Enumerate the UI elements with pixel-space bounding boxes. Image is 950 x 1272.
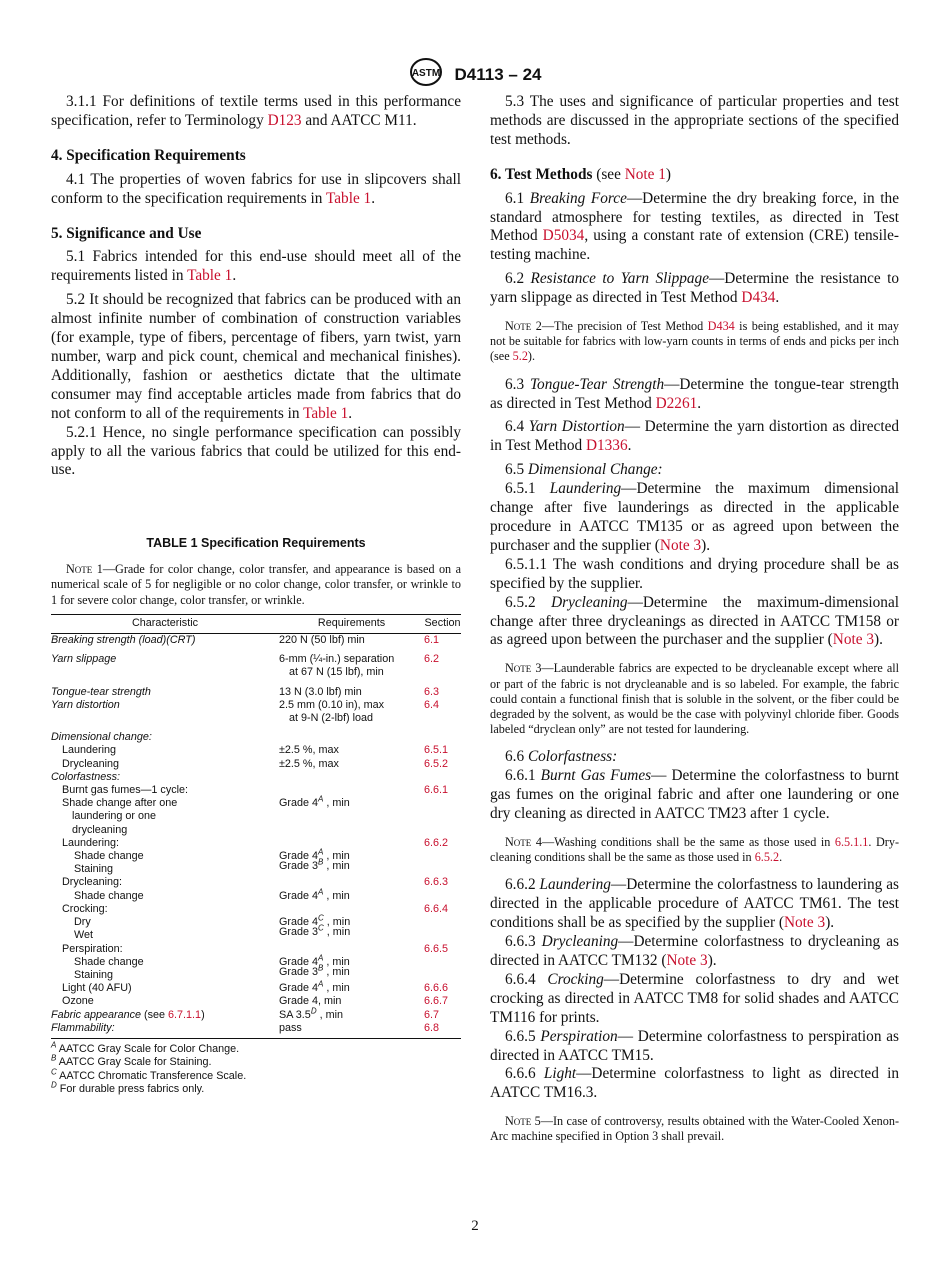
link-d434[interactable]: D434 — [741, 289, 776, 307]
para-6-6-2: 6.6.2 Laundering—Determine the colorfastness to laundering as directed in the applicable procedure of AATCC TM61. The test conditions shall be as specified by the supplier (Note 3). — [490, 876, 899, 932]
para-5-2: 5.2 It should be recognized that fabrics can be produced with an almost infinite number of combination of construction variables (for example, type of fibers, percentage of fibers, yarn twist, yarn number, warp and pick count, chemical and mechanical finishes). Additionally, fashion or aesthetics dictate that the ultimate consumer may find acceptable articles made from fabrics that do not conform to all of the requirements in Table 1. — [51, 291, 461, 422]
link-table-1[interactable]: Table 1 — [325, 189, 372, 207]
page-header — [0, 57, 950, 92]
page-number: 2 — [471, 1218, 479, 1234]
table-row: Yarn distortion 2.5 mm (0.10 in), max at 9-N (2-lbf) load 6.4 — [51, 698, 440, 725]
table-row: Shade change after one laundering or one drycleaning Grade $4^A$ , min — [62, 794, 350, 836]
table-row: Shade change Grade $4^A$ , min — [74, 887, 350, 902]
table-row: Staining Grade $3^B$ , min — [74, 963, 350, 981]
section-link[interactable]: 6.6.6 — [424, 982, 449, 995]
link-note-1[interactable]: Note 1 — [624, 165, 666, 183]
link-5-2[interactable]: 5.2 — [512, 349, 528, 364]
section-link[interactable]: 6.8 — [424, 1021, 440, 1034]
para-6-6-3: 6.6.3 Drycleaning—Determine colorfastness to drycleaning as directed in AATCC TM132 (Note 3). — [490, 933, 899, 970]
table-row: Light (40 AFU) Grade $4^A$ , min 6.6.6 — [62, 979, 449, 995]
table-row: Burnt gas fumes—1 cycle: 6.6.1 — [62, 784, 449, 797]
table-row: Dry Grade $4^C$ , min — [74, 913, 351, 929]
note-3: Note 3—Launderable fabrics are expected to be drycleanable except where all or part of the fabric is not drycleanable and is so labeled. For example, the fabric could contain a functional finish that is soluble in the solvent, or the fiber could be degraded by the solvent, as would be the case with polyvinyl chloride fiber. Goods labeled “dryclean only” are not tested for laundering. — [490, 661, 900, 737]
document-designation: D4113 – 24 — [454, 64, 542, 84]
right-column — [490, 93, 899, 1156]
link-d2261[interactable]: D2261 — [655, 394, 698, 412]
table-row: Drycleaning ±2.5 %, max 6.5.2 — [62, 757, 449, 770]
table-row: Crocking: 6.6.4 — [62, 902, 449, 915]
para-6-6: 6.6 Colorfastness: — [505, 748, 618, 766]
note-5: Note 5—In case of controversy, results obtained with the Water-Cooled Xenon-Arc machine specified in Option 3 shall prevail. — [490, 1114, 900, 1144]
section-link[interactable]: 6.6.1 — [424, 784, 449, 797]
left-column — [51, 93, 461, 1096]
table-row: Perspiration: 6.6.5 — [62, 942, 449, 955]
para-5-3: 5.3 The uses and significance of particular properties and test methods are discussed in the appropriate sections of the specified test methods. — [490, 93, 899, 148]
section-5-heading: 5. Significance and Use — [51, 224, 202, 242]
link-note-3[interactable]: Note 3 — [832, 631, 874, 649]
footnote-c: $^C$ AATCC Chromatic Transference Scale. — [51, 1066, 247, 1082]
link-d434[interactable]: D434 — [707, 319, 735, 334]
section-link[interactable]: 6.7 — [424, 1008, 440, 1021]
table-note-1: Note 1—Grade for color change, color transfer, and appearance is based on a numerical scale of 5 for negligible or no color change, color transfer, or wrinkle to 1 for severe color change, color transfer, or wrinkle. — [51, 562, 461, 607]
spec-table — [51, 614, 461, 1039]
para-6-5-1-1: 6.5.1.1 The wash conditions and drying procedure shall be as specified by the supplier. — [490, 555, 899, 592]
footnote-b: $^B$ AATCC Gray Scale for Staining. — [51, 1053, 212, 1069]
table-row: Staining Grade $3^B$ , min — [74, 857, 350, 876]
section-link[interactable]: 6.1 — [424, 634, 440, 647]
link-d1336[interactable]: D1336 — [585, 437, 628, 455]
table-row: Laundering: 6.6.2 — [62, 836, 449, 849]
para-6-5-2: 6.5.2 Drycleaning—Determine the maximum-dimensional change after three drycleanings as directed in AATCC TM158 or as agreed upon between the purchaser and the supplier (Note 3). — [490, 593, 899, 649]
link-table-1[interactable]: Table 1 — [303, 404, 349, 422]
link-note-3[interactable]: Note 3 — [783, 914, 826, 932]
section-link[interactable]: 6.6.4 — [424, 902, 449, 915]
table-row: Laundering ±2.5 %, max 6.5.1 — [62, 744, 449, 757]
table-row: Flammability: pass 6.8 — [51, 1021, 440, 1034]
link-d5034[interactable]: D5034 — [542, 227, 585, 245]
link-note-3[interactable]: Note 3 — [666, 952, 708, 970]
table-row: Wet Grade $3^C$ , min — [74, 923, 351, 942]
note-4: Note 4—Washing conditions shall be the same as those used in 6.5.1.1. Dry-cleaning conditions shall be the same as those used in 6.5.2. — [490, 835, 899, 865]
para-6-5-1: 6.5.1 Laundering—Determine the maximum dimensional change after five launderings as directed in the applicable procedure in AATCC TM135 or as agreed upon between the purchaser and the supplier (Note 3). — [490, 480, 899, 554]
para-4-1: 4.1 The properties of woven fabrics for use in slipcovers shall conform to the specification requirements in Table 1. — [51, 170, 461, 207]
col-header-characteristic: Characteristic — [51, 614, 279, 633]
logo-text: ASTM — [411, 68, 440, 79]
link-6-5-1-1[interactable]: 6.5.1.1 — [834, 835, 869, 849]
section-6-heading: 6. Test Methods (see Note 1) — [490, 165, 672, 183]
section-4-heading: 4. Specification Requirements — [51, 146, 246, 164]
link-d123[interactable]: D123 — [267, 111, 302, 129]
footnote-a: $^A$ AATCC Gray Scale for Color Change. — [51, 1040, 240, 1055]
para-6-6-4: 6.6.4 Crocking—Determine colorfastness to dry and wet crocking as directed in AATCC TM8 for solid shades and AATCC TM116 for prints. — [490, 970, 899, 1026]
para-3-1-1: 3.1.1 For definitions of textile terms used in this performance specification, refer to Terminology D123 and AATCC M11. — [51, 93, 461, 129]
link-6-7-1-1[interactable]: 6.7.1.1 — [168, 1008, 202, 1021]
table-footnotes — [51, 1040, 461, 1096]
para-6-4: 6.4 Yarn Distortion— Determine the yarn distortion as directed in Test Method D1336. — [490, 418, 900, 455]
table-row: Tongue-tear strength 13 N (3.0 lbf) min 6.3 — [51, 685, 440, 698]
para-5-1: 5.1 Fabrics intended for this end-use should meet all of the requirements listed in Table 1. — [51, 248, 461, 285]
para-6-6-1: 6.6.1 Burnt Gas Fumes— Determine the colorfastness to burnt gas fumes on the original fabric and after one laundering or one dry cleaning as directed in AATCC TM23 after 1 cycle. — [490, 767, 899, 823]
para-6-1: 6.1 Breaking Force—Determine the dry breaking force, in the standard atmosphere for testing textiles, as directed in Test Method D5034, using a constant rate of extension (CRE) tensile-testing machine. — [490, 189, 899, 264]
table-row: Ozone Grade 4, min 6.6.7 — [62, 995, 449, 1008]
link-table-1[interactable]: Table 1 — [187, 267, 233, 285]
para-6-6-6: 6.6.6 Light—Determine colorfastness to light as directed in AATCC TM16.3. — [490, 1065, 899, 1102]
table-row: Shade change Grade $4^A$ , min — [74, 847, 350, 863]
table-row: Shade change Grade $4^A$ , min — [74, 953, 350, 968]
para-5-2-1: 5.2.1 Hence, no single performance specification can possibly apply to all the various fabrics that could be utilized for this end-use. — [51, 423, 461, 479]
table-row: Dimensional change: — [51, 731, 152, 744]
footnote-d: $^D$ For durable press fabrics only. — [51, 1080, 205, 1095]
section-link[interactable]: 6.6.5 — [424, 942, 449, 955]
section-link[interactable]: 6.5.2 — [424, 757, 449, 770]
col-header-requirements: Requirements — [279, 614, 424, 633]
section-link[interactable]: 6.3 — [424, 685, 440, 698]
table-row: Colorfastness: — [51, 770, 121, 783]
para-6-6-5: 6.6.5 Perspiration— Determine colorfastness to perspiration as directed in AATCC TM15. — [490, 1027, 899, 1064]
section-link[interactable]: 6.6.7 — [424, 995, 449, 1008]
astm-logo — [409, 57, 443, 92]
table-title: TABLE 1 Specification Requirements — [146, 536, 366, 551]
section-link[interactable]: 6.5.1 — [424, 744, 449, 757]
section-link[interactable]: 6.4 — [424, 698, 440, 711]
para-6-5: 6.5 Dimensional Change: — [505, 461, 663, 479]
section-link[interactable]: 6.6.3 — [424, 876, 449, 889]
table-row: Yarn slippage 6-mm (¼-in.) separation at 67 N (15 lbf), min 6.2 — [51, 653, 440, 679]
col-header-section: Section — [424, 614, 461, 633]
section-link[interactable]: 6.2 — [424, 653, 440, 666]
note-2: Note 2—The precision of Test Method D434 is being established, and it may not be suitable for fabrics with low-yarn counts in terms of ends and picks per inch (see 5.2). — [490, 319, 900, 364]
table-row: Breaking strength (load)(CRT) 220 N (50 lbf) min 6.1 — [51, 634, 440, 647]
para-6-2: 6.2 Resistance to Yarn Slippage—Determine the resistance to yarn slippage as directed in Test Method D434. — [490, 270, 899, 307]
table-row: Fabric appearance (see 6.7.1.1) SA $3.5^D$ , min 6.7 — [51, 1005, 440, 1021]
table-header-row — [51, 614, 461, 633]
table-row: Drycleaning: 6.6.3 — [62, 876, 449, 889]
link-note-3[interactable]: Note 3 — [659, 536, 702, 554]
link-6-5-2[interactable]: 6.5.2 — [754, 850, 780, 865]
para-6-3: 6.3 Tongue-Tear Strength—Determine the tongue-tear strength as directed in Test Method D2261. — [490, 375, 899, 412]
section-link[interactable]: 6.6.2 — [424, 836, 449, 849]
